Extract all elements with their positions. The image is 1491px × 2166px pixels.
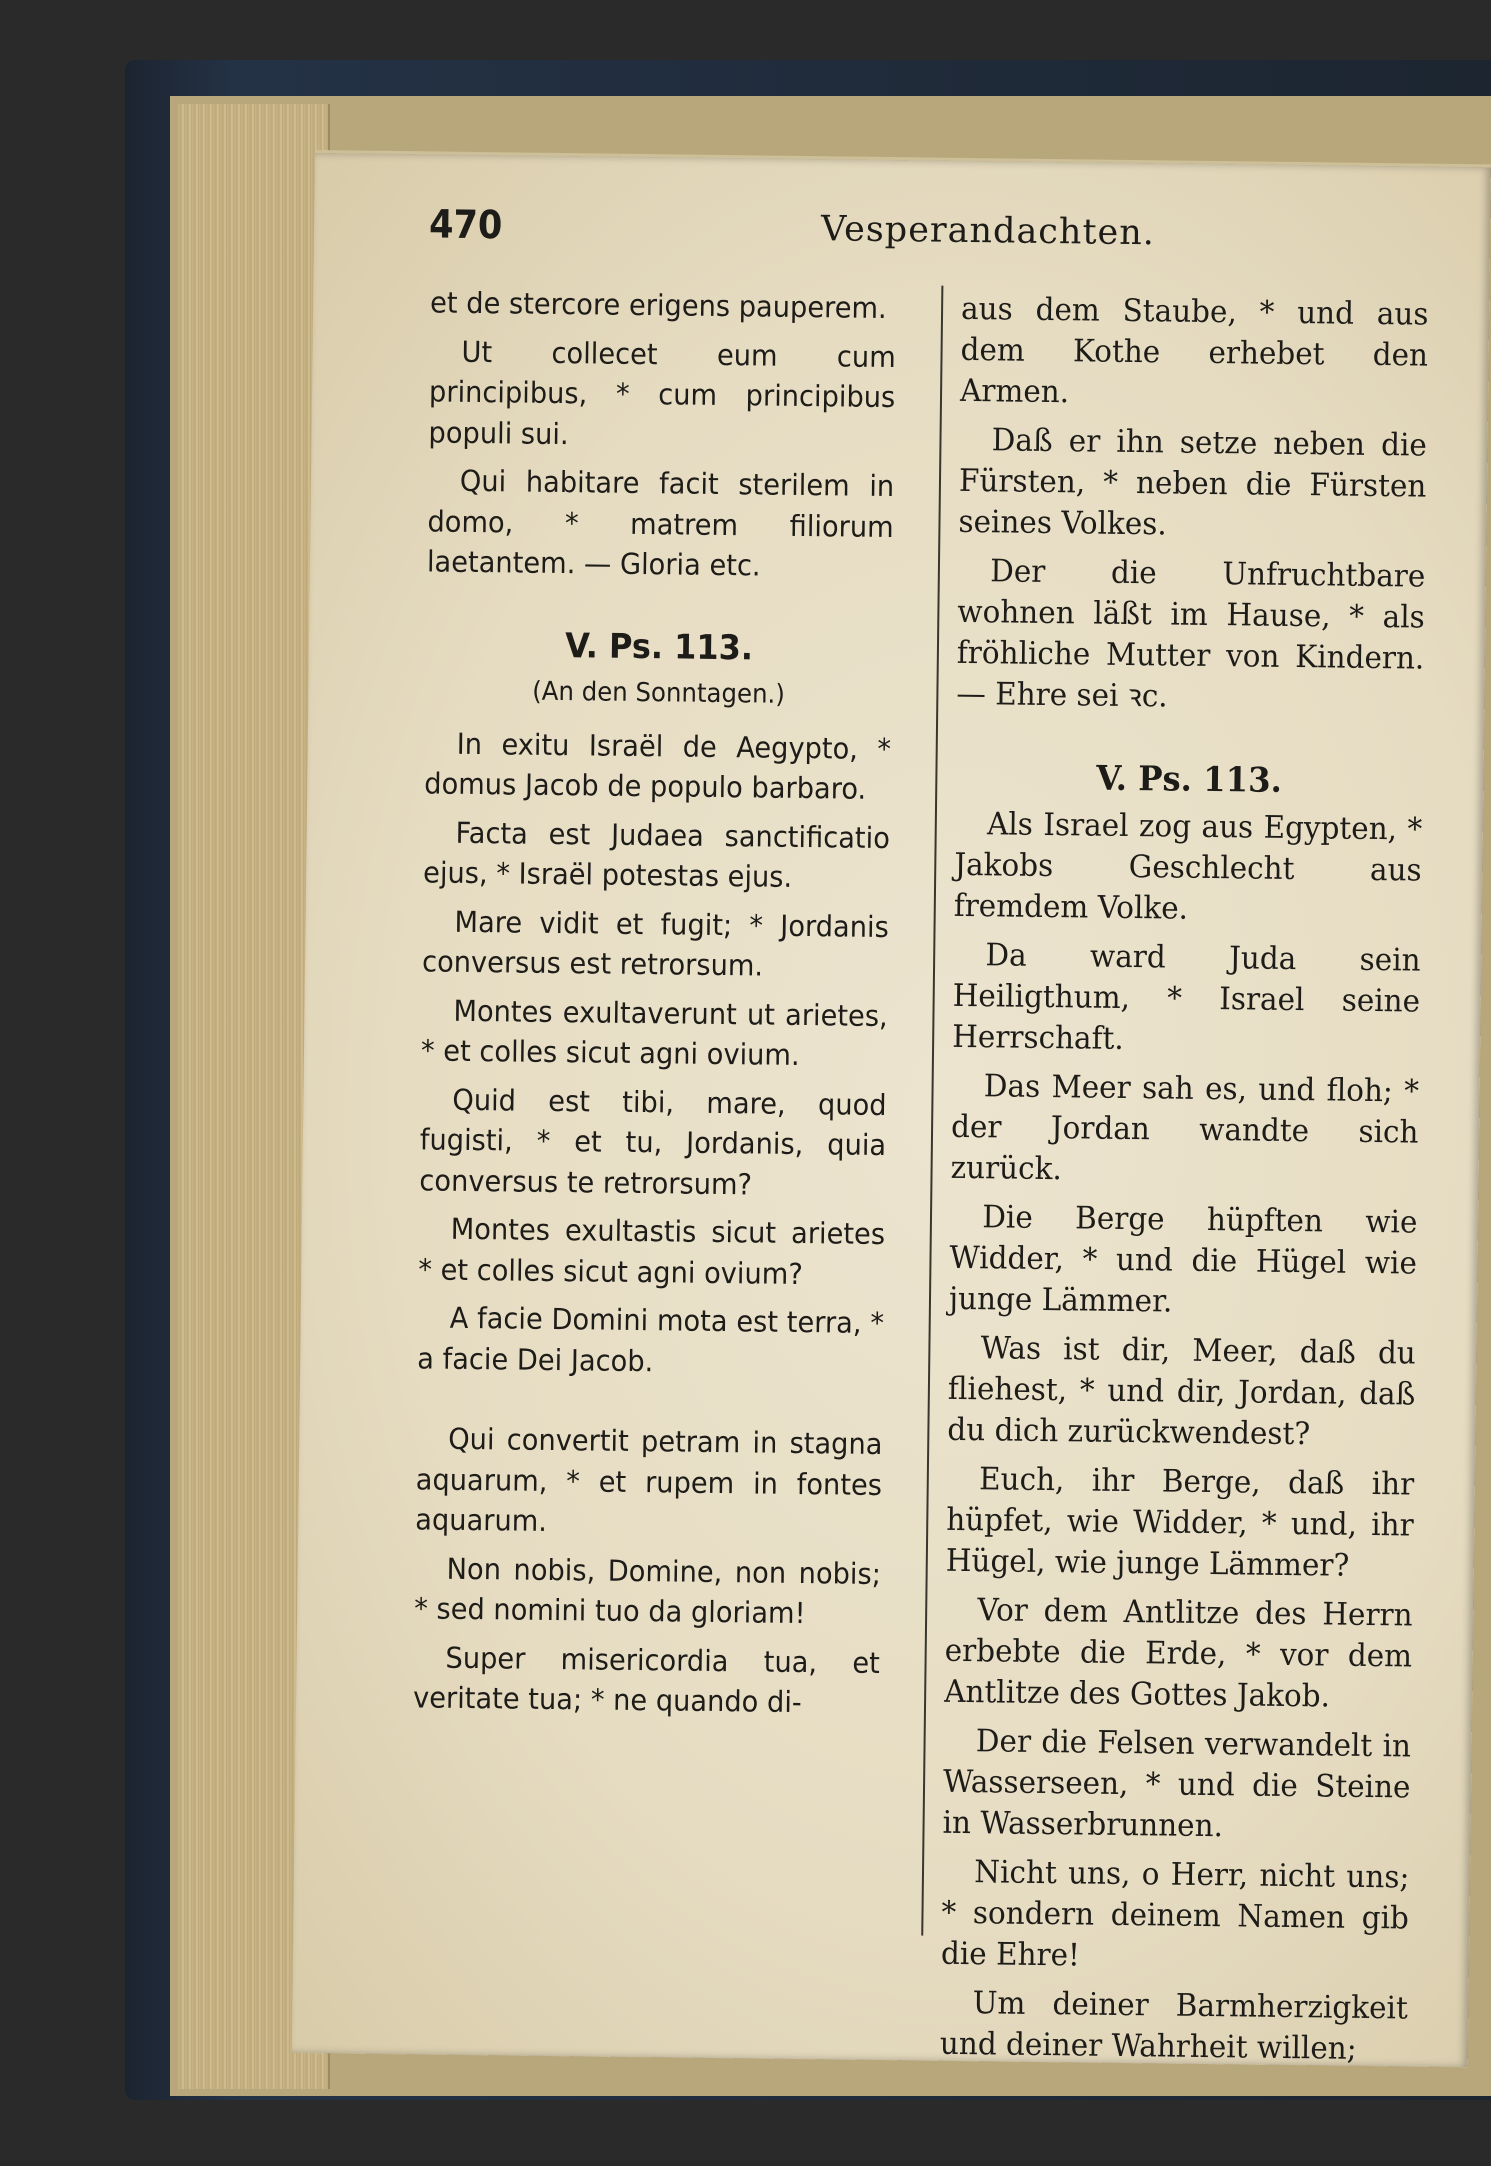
column-divider: [921, 286, 943, 1936]
page-number: 470: [428, 202, 503, 249]
german-verse: Vor dem Antlitze des Herrn erbebte die Erde, * vor dem Antlitze des Gottes Jakob.: [943, 1592, 1413, 1715]
book-page: [292, 150, 1491, 2067]
german-verse: aus dem Staube, * und aus dem Kothe erhebet den Armen.: [959, 290, 1429, 411]
psalm-heading: V. Ps. 113.: [564, 625, 754, 668]
german-verse: Da ward Juda sein Heiligthum, * Israel seine Herrschaft.: [951, 937, 1421, 1057]
latin-verse: Qui habitare facit sterilem in domo, * matrem filiorum laetantem. — Gloria etc.: [426, 463, 895, 583]
german-verse: Der die Felsen verwandelt in Wasserseen, * und die Steine in Wasserbrunnen.: [942, 1723, 1412, 1845]
german-verse: Nicht uns, o Herr, nicht uns; * sondern deinem Namen gib die Ehre!: [940, 1854, 1410, 1974]
german-verse: Daß er ihn setze neben die Fürsten, * neben die Fürsten seines Volkes.: [958, 422, 1428, 543]
latin-verse: Non nobis, Domine, non nobis; * sed nomini tuo da gloriam!: [413, 1551, 882, 1631]
german-verse: Das Meer sah es, und floh; * der Jordan wandte sich zurück.: [950, 1068, 1420, 1188]
running-head: [429, 202, 1451, 264]
latin-verse: Ut collecet eum cum principibus, * cum principibus populi sui.: [428, 334, 896, 451]
latin-verse: Facta est Judaea sanctificatio ejus, * Israël potestas ejus.: [422, 815, 891, 894]
latin-column: [413, 282, 897, 1731]
german-verse: Was ist dir, Meer, daß du fliehest, * und dir, Jordan, daß du dich zurückwendest?: [947, 1330, 1416, 1453]
latin-verse: Qui convertit petram in stagna aquarum, * et rupem in fontes aquarum.: [415, 1421, 883, 1538]
psalm-heading: V. Ps. 113.: [1096, 758, 1283, 801]
german-verse: Euch, ihr Berge, daß ihr hüpfet, wie Widder, * und, ihr Hügel, wie junge Lämmer?: [945, 1461, 1415, 1584]
german-verse: Um deiner Barmherzigkeit und deiner Wahrheit willen;: [939, 1985, 1408, 2067]
german-verse: Der die Unfruchtbare wohnen läßt im Hause, * als fröhliche Mutter von Kindern. — Ehre sei ꝛc.: [956, 553, 1426, 715]
latin-verse: Quid est tibi, mare, quod fugisti, * et tu, Jordanis, quia conversus te retrorsum?: [419, 1082, 887, 1201]
german-column: [940, 289, 1429, 2079]
latin-verse: Montes exultaverunt ut arietes, * et colles sicut agni ovium.: [420, 993, 888, 1072]
latin-verse: In exitu Israël de Aegypto, * domus Jacob de populo barbaro.: [424, 726, 892, 806]
latin-verse: Mare vidit et fugit; * Jordanis conversus est retrorsum.: [421, 904, 890, 983]
german-verse: Als Israel zog aus Egypten, * Jakobs Geschlecht aus fremdem Volke.: [953, 806, 1423, 927]
psalm-subheading: (An den Sonntagen.): [531, 676, 786, 710]
latin-verse: Super misericordia tua, et veritate tua; * ne quando di-: [412, 1640, 881, 1720]
latin-verse: A facie Domini mota est terra, * a facie Dei Jacob.: [417, 1300, 885, 1378]
latin-verse: et de stercore erigens pauperem.: [429, 285, 887, 325]
german-verse: Die Berge hüpften wie Widder, * und die Hügel wie junge Lämmer.: [948, 1199, 1418, 1320]
running-title: Vesperandachten.: [820, 209, 1156, 254]
latin-verse: Montes exultastis sicut arietes * et colles sicut agni ovium?: [418, 1211, 886, 1291]
